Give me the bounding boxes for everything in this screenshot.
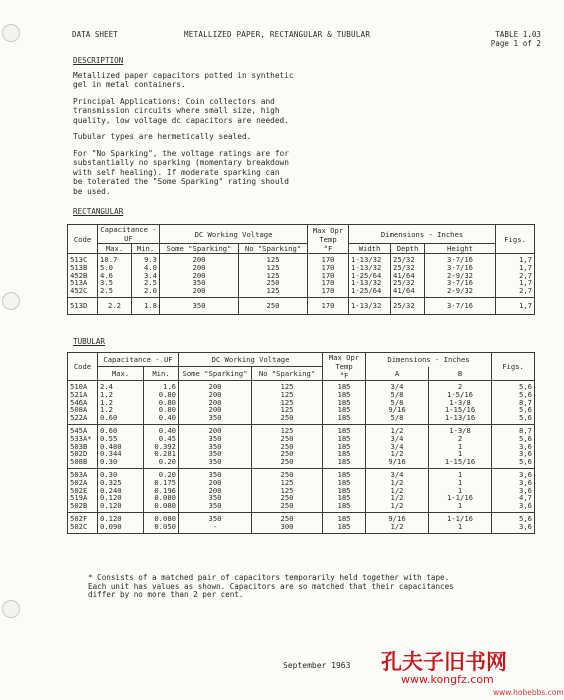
cell-some-sparking: 350 200 200 350 350 bbox=[179, 468, 252, 512]
cell-height: 3-7/16 3-7/16 2-9/32 3-7/16 2-9/32 bbox=[425, 254, 496, 298]
table-row-group bbox=[68, 512, 535, 533]
description-paragraph: Metallized paper capacitors potted in synthetic gel in metal containers. bbox=[73, 71, 294, 90]
cell-figs: 1,7 bbox=[496, 297, 535, 314]
punch-hole bbox=[2, 292, 20, 310]
punch-hole bbox=[2, 24, 20, 42]
cell-max: 2.2 bbox=[98, 297, 132, 314]
cell-a: 3/4 5/8 5/8 9/16 5/8 bbox=[366, 381, 429, 425]
table-row-group bbox=[68, 424, 535, 468]
header-title: METALLIZED PAPER, RECTANGULAR & TUBULAR bbox=[184, 30, 371, 39]
col-max-opr-temp: Max Opr Temp °F bbox=[323, 353, 366, 381]
cell-figs: 3,6 3,6 3,6 4,7 3,6 bbox=[492, 468, 535, 512]
cell-no-sparking: 250 125 125 250 250 bbox=[252, 468, 323, 512]
cell-depth: 25/32 25/32 41/64 25/32 41/64 bbox=[391, 254, 425, 298]
col-code: Code bbox=[68, 353, 98, 381]
cell-no-sparking: 125 250 250 250 250 bbox=[252, 424, 323, 468]
cell-code: 513C 513B 452B 513A 452C bbox=[68, 254, 98, 298]
tubular-table bbox=[67, 352, 535, 534]
cell-no-sparking: 125 125 125 125 250 bbox=[252, 381, 323, 425]
cell-no-sparking: 250 bbox=[239, 297, 308, 314]
cell-temp: 185 185 185 185 185 bbox=[323, 424, 366, 468]
cell-width: 1-13/32 1-13/32 1-25/64 1-13/32 1-25/64 bbox=[349, 254, 391, 298]
col-dimensions: Dimensions - Inches bbox=[366, 353, 492, 367]
cell-some-sparking: 350 bbox=[160, 297, 239, 314]
cell-a: 9/16 1/2 bbox=[366, 512, 429, 533]
applications-paragraph: Principal Applications: Coin collectors and transmission circuits where small size, high quality, low voltage dc capacitors are needed. bbox=[73, 97, 289, 125]
cell-figs: 5,6 3,6 bbox=[492, 512, 535, 533]
table-row-group bbox=[68, 254, 535, 298]
header-right bbox=[491, 30, 541, 48]
col-height: Height bbox=[425, 244, 496, 254]
cell-some-sparking: 200 200 200 200 350 bbox=[179, 381, 252, 425]
cell-temp: 185 185 bbox=[323, 512, 366, 533]
cell-code: 513D bbox=[68, 297, 98, 314]
cell-min: 0.20 0.175 0.196 0.080 0.080 bbox=[144, 468, 179, 512]
cell-height: 3-7/16 bbox=[425, 297, 496, 314]
col-min: Min. bbox=[132, 244, 160, 254]
table-number: TABLE 1.03 bbox=[495, 30, 541, 39]
cell-a: 1/2 3/4 3/4 1/2 9/16 bbox=[366, 424, 429, 468]
sparking-paragraph: For "No Sparking", the voltage ratings are for substantially no sparking (momentary breakdown with self healing). If moderate sparking can be tolerated the "Some Sparking" rating should be used. bbox=[73, 149, 289, 196]
cell-b: 2 1-5/16 1-3/8 1-15/16 1-13/16 bbox=[429, 381, 492, 425]
cell-depth: 25/32 bbox=[391, 297, 425, 314]
cell-figs: 8,7 5,6 3,6 3,6 5,6 bbox=[492, 424, 535, 468]
cell-width: 1-13/32 bbox=[349, 297, 391, 314]
table-row-group bbox=[68, 381, 535, 425]
footnote: * Consists of a matched pair of capacitors temporarily held together with tape. Each unit has values as shown. Capacitors are so matched that their capacitances differ by no more than 2 per cent. bbox=[88, 573, 454, 600]
col-a: A bbox=[366, 367, 429, 381]
col-some-sparking: Some "Sparking" bbox=[179, 367, 252, 381]
cell-figs: 1,7 1,7 2,7 1,7 2,7 bbox=[496, 254, 535, 298]
header-left: DATA SHEET bbox=[72, 30, 118, 39]
cell-min: 0.40 0.45 0.392 0.281 0.20 bbox=[144, 424, 179, 468]
cell-b: 1-3/8 2 1 1 1-15/16 bbox=[429, 424, 492, 468]
cell-code: 503A 502A 502E 519A 502B bbox=[68, 468, 98, 512]
cell-max: 0.30 0.325 0.240 0.120 0.120 bbox=[98, 468, 144, 512]
cell-some-sparking: 350 - bbox=[179, 512, 252, 533]
cell-max: 10.7 5.0 4.6 3.5 2.5 bbox=[98, 254, 132, 298]
tubular-title: TUBULAR bbox=[73, 337, 106, 346]
col-depth: Depth bbox=[391, 244, 425, 254]
col-figs: Figs. bbox=[496, 225, 535, 254]
cell-temp: 170 bbox=[308, 297, 349, 314]
page-indicator: Page 1 of 2 bbox=[490, 39, 541, 48]
cell-a: 3/4 1/2 1/2 1/2 1/2 bbox=[366, 468, 429, 512]
tubular-note: Tubular types are hermetically sealed. bbox=[73, 132, 252, 141]
description-title: DESCRIPTION bbox=[73, 56, 124, 65]
cell-no-sparking: 125 125 125 250 125 bbox=[239, 254, 308, 298]
footer-date: September 1963 bbox=[283, 661, 351, 670]
cell-temp: 185 185 185 185 185 bbox=[323, 468, 366, 512]
table-row-group bbox=[68, 297, 535, 314]
col-dimensions: Dimensions - Inches bbox=[349, 225, 496, 244]
watermark-url: www.kongfz.com bbox=[401, 673, 494, 686]
table-row-group bbox=[68, 468, 535, 512]
col-min: Min. bbox=[144, 367, 179, 381]
cell-min: 9.3 4.0 3.4 2.5 2.0 bbox=[132, 254, 160, 298]
cell-figs: 5,6 5,6 8,7 5,6 5,6 bbox=[492, 381, 535, 425]
cell-some-sparking: 200 350 350 350 350 bbox=[179, 424, 252, 468]
punch-hole bbox=[2, 600, 20, 618]
cell-min: 0.080 0.050 bbox=[144, 512, 179, 533]
cell-b: 1 1 1 1-1/16 1 bbox=[429, 468, 492, 512]
col-dc-voltage: DC Working Voltage bbox=[160, 225, 308, 244]
cell-code: 502F 502C bbox=[68, 512, 98, 533]
col-max-opr-temp: Max Opr Temp °F bbox=[308, 225, 349, 254]
col-b: B bbox=[429, 367, 492, 381]
rectangular-table bbox=[67, 224, 535, 315]
cell-no-sparking: 250 300 bbox=[252, 512, 323, 533]
col-max: Max. bbox=[98, 367, 144, 381]
cell-some-sparking: 200 200 200 350 200 bbox=[160, 254, 239, 298]
cell-max: 0.60 0.55 0.480 0.344 0.30 bbox=[98, 424, 144, 468]
col-capacitance: Capacitance - UF bbox=[98, 353, 179, 367]
cell-min: 1.6 0.80 0.80 0.80 0.40 bbox=[144, 381, 179, 425]
col-code: Code bbox=[68, 225, 98, 254]
watermark-logo-text: 孔夫子旧书网 bbox=[381, 650, 507, 674]
col-width: Width bbox=[349, 244, 391, 254]
col-some-sparking: Some "Sparking" bbox=[160, 244, 239, 254]
cell-max: 0.120 0.090 bbox=[98, 512, 144, 533]
cell-code: 510A 521A 546A 508A 522A bbox=[68, 381, 98, 425]
cell-max: 2.4 1.2 1.2 1.2 0.60 bbox=[98, 381, 144, 425]
cell-code: 545A 533A* 503B 502D 508B bbox=[68, 424, 98, 468]
col-max: Max. bbox=[98, 244, 132, 254]
cell-temp: 170 170 170 170 170 bbox=[308, 254, 349, 298]
col-capacitance: Capacitance - UF bbox=[98, 225, 160, 244]
watermark-small-url: www.hobebbs.com bbox=[493, 688, 564, 697]
col-dc-voltage: DC Working Voltage bbox=[179, 353, 323, 367]
cell-temp: 185 185 185 185 185 bbox=[323, 381, 366, 425]
cell-min: 1.8 bbox=[132, 297, 160, 314]
col-figs: Figs. bbox=[492, 353, 535, 381]
cell-b: 1-1/16 1 bbox=[429, 512, 492, 533]
col-no-sparking: No "Sparking" bbox=[252, 367, 323, 381]
rectangular-title: RECTANGULAR bbox=[73, 207, 124, 216]
col-no-sparking: No "Sparking" bbox=[239, 244, 308, 254]
